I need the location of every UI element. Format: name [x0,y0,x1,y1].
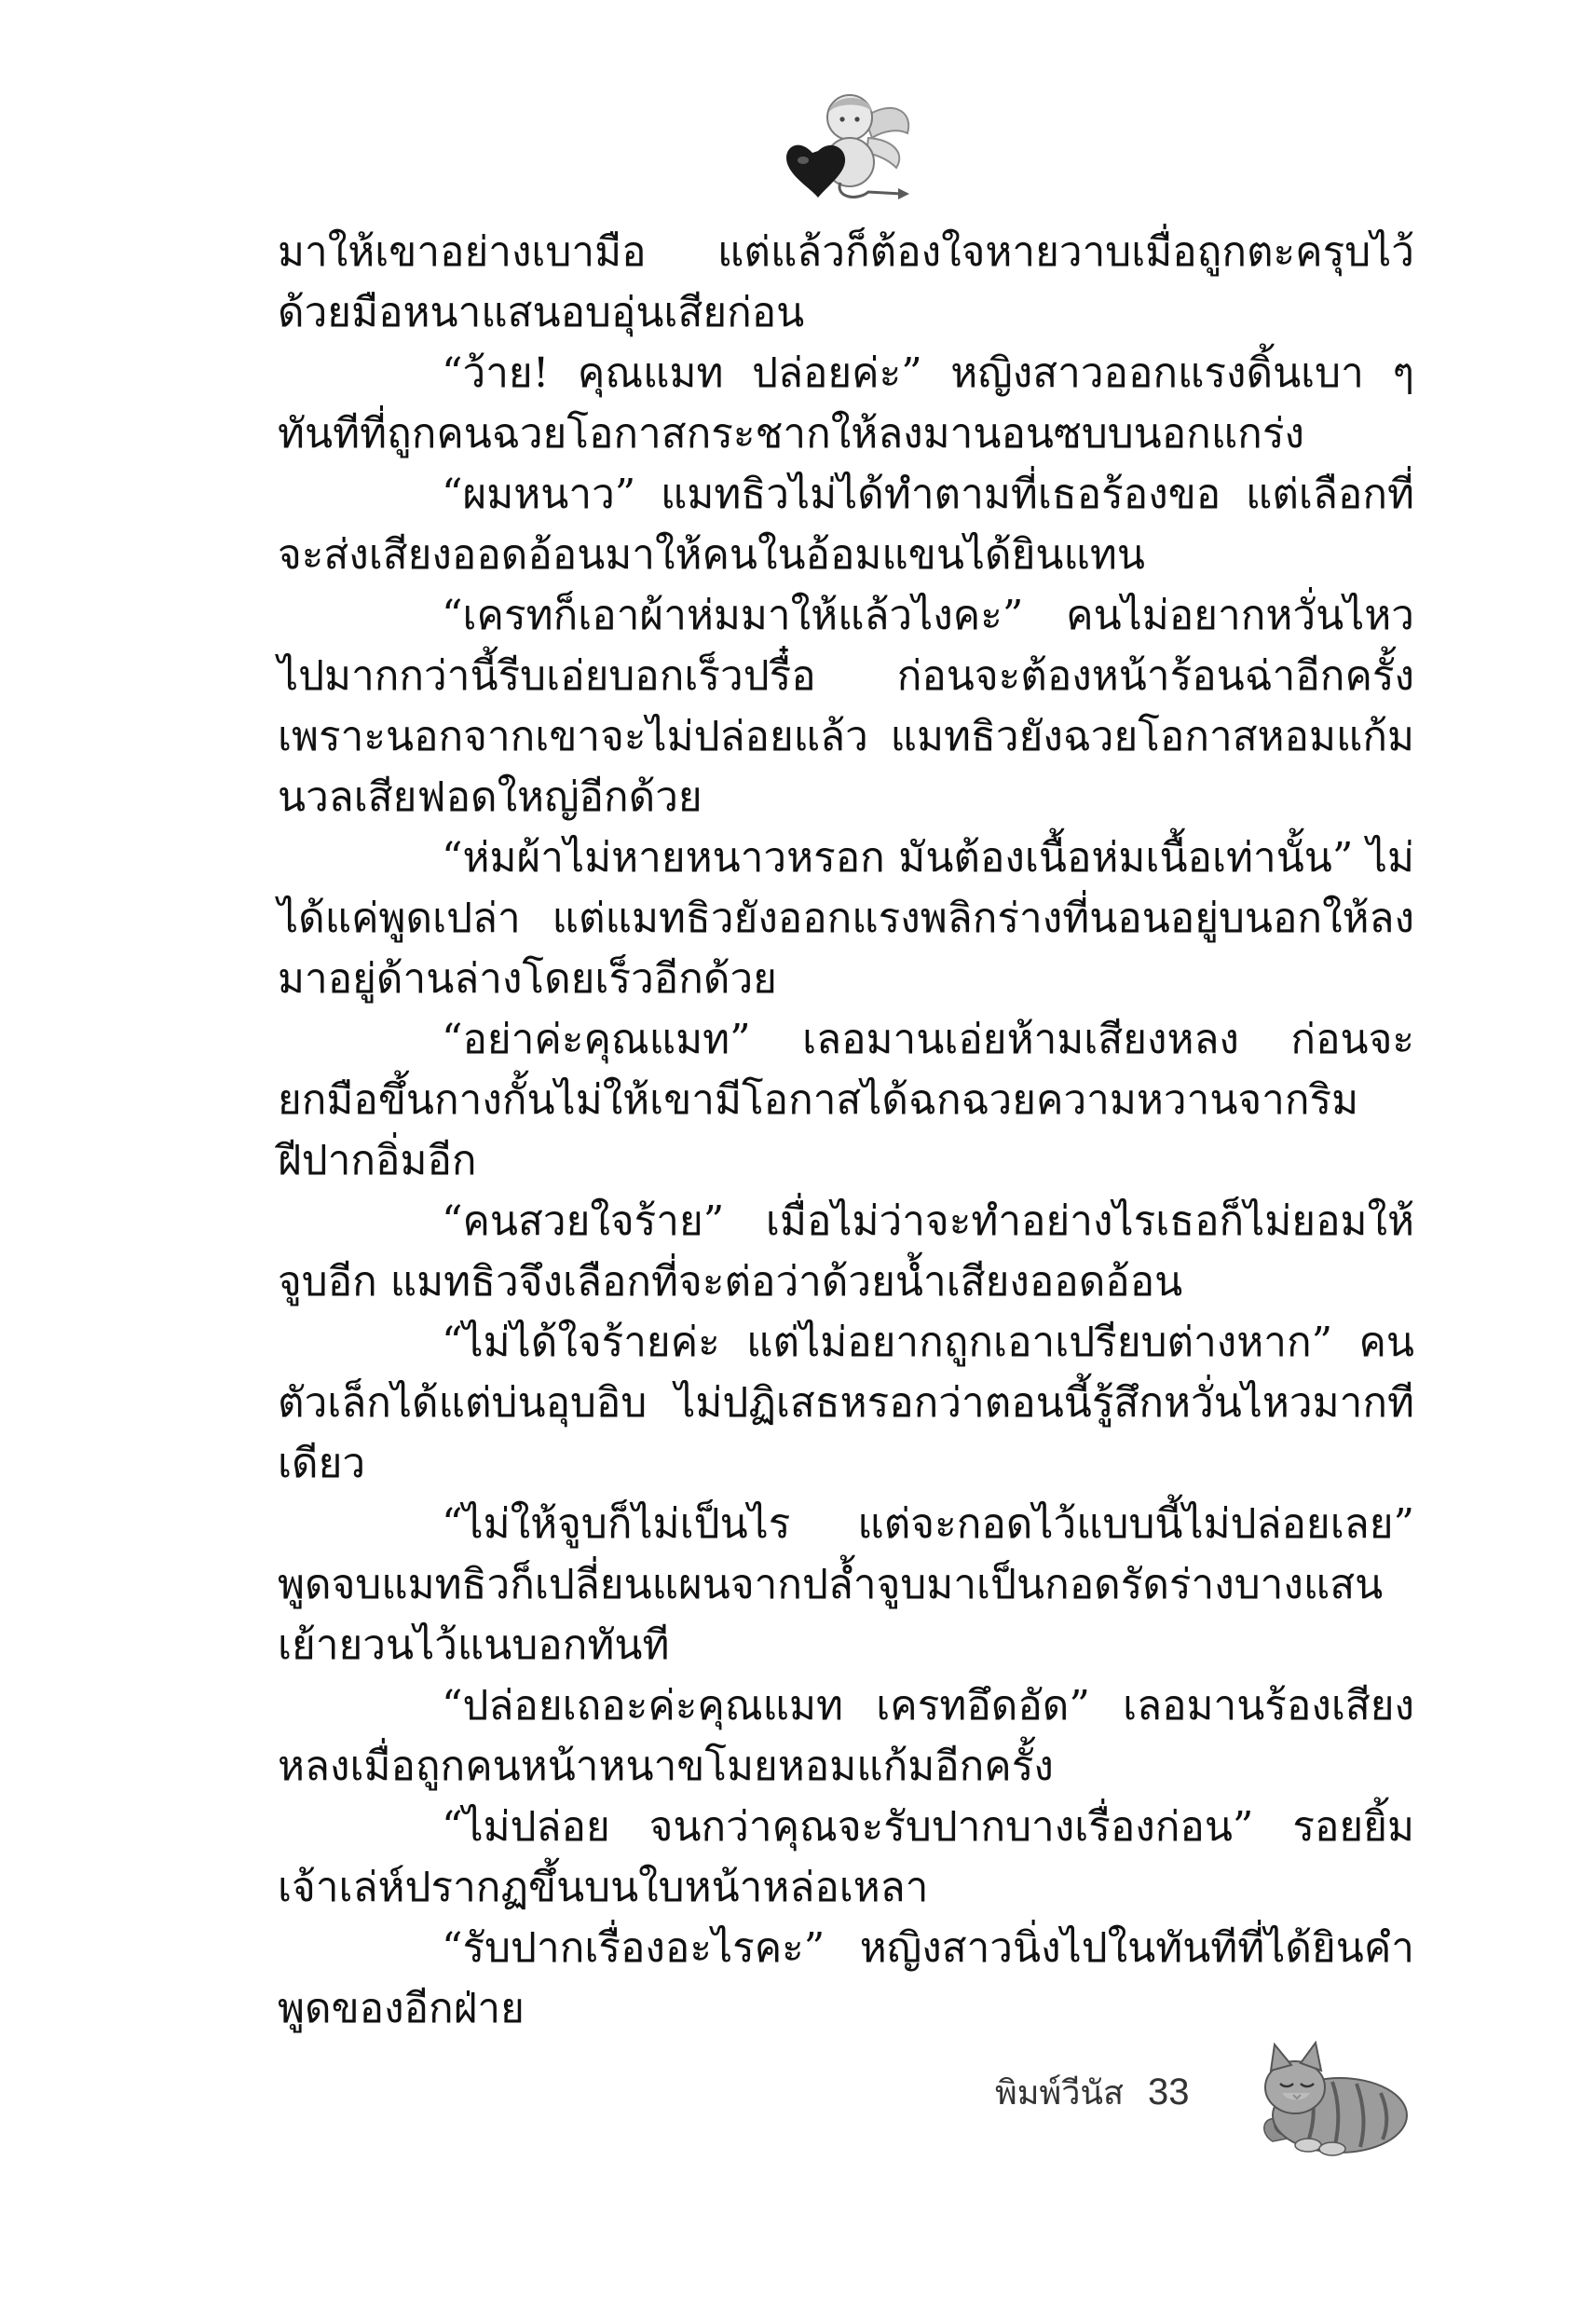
paragraph: มาให้เขาอย่างเบามือ แต่แล้วก็ต้องใจหายวาบเมื่อถูกตะครุบไว้ด้วยมือหนาแสนอบอุ่นเสียก่อน [278,228,1414,336]
paragraph: “เครทก็เอาผ้าห่มมาให้แล้วไงคะ” คนไม่อยากหวั่นไหวไปมากกว่านี้รีบเอ่ยบอกเร็วปรื๋อ ก่อนจะต้องหน้าร้อนฉ่าอีกครั้งเพราะนอกจากเขาจะไม่ปล่อยแล้ว แมทธิวยังฉวยโอกาสหอมแก้มนวลเสียฟอดใหญ่อีกด้วย [278,592,1414,821]
paragraph: “ผมหนาว” แมทธิวไม่ได้ทำตามที่เธอร้องขอ แต่เลือกที่จะส่งเสียงออดอ้อนมาให้คนในอ้อมแขนได้ยินแทน [278,471,1414,579]
paragraph: “ว้าย! คุณแมท ปล่อยค่ะ” หญิงสาวออกแรงดิ้นเบา ๆ ทันทีที่ถูกคนฉวยโอกาสกระชากให้ลงมานอนซบบนอกแกร่ง [278,349,1414,458]
paragraph: “ไม่ปล่อย จนกว่าคุณจะรับปากบางเรื่องก่อน” รอยยิ้มเจ้าเล่ห์ปรากฏขึ้นบนใบหน้าหล่อเหลา [278,1803,1414,1911]
paragraph: “ไม่ให้จูบก็ไม่เป็นไร แต่จะกอดไว้แบบนี้ไม่ปล่อยเลย” พูดจบแมทธิวก็เปลี่ยนแผนจากปล้ำจูบมาเป็นกอดรัดร่างบางแสนเย้ายวนไว้แนบอกทันที [278,1500,1414,1669]
paragraph: “คนสวยใจร้าย” เมื่อไม่ว่าจะทำอย่างไรเธอก็ไม่ยอมให้จูบอีก แมทธิวจึงเลือกที่จะต่อว่าด้วยน้ำเสียงออดอ้อน [278,1197,1414,1306]
paragraph: “ปล่อยเถอะค่ะคุณแมท เครทอึดอัด” เลอมานร้องเสียงหลงเมื่อถูกคนหน้าหนาขโมยหอมแก้มอีกครั้ง [278,1682,1414,1790]
paragraph: “อย่าค่ะคุณแมท” เลอมานเอ่ยห้ามเสียงหลง ก่อนจะยกมือขึ้นกางกั้นไม่ให้เขามีโอกาสได้ฉกฉวยความหวานจากริมฝีปากอิ่มอีก [278,1016,1414,1184]
sleeping-cat-icon [1254,2022,1412,2162]
page-footer [995,2059,1190,2125]
cupid-with-heart-icon [779,82,919,203]
paragraph: “รับปากเรื่องอะไรคะ” หญิงสาวนิ่งไปในทันทีที่ได้ยินคำพูดของอีกฝ่าย [278,1924,1414,2032]
paragraph: “ห่มผ้าไม่หายหนาวหรอก มันต้องเนื้อห่มเนื้อเท่านั้น” ไม่ได้แค่พูดเปล่า แต่แมทธิวยังออกแรงพลิกร่างที่นอนอยู่บนอกให้ลงมาอยู่ด้านล่างโดยเร็วอีกด้วย [278,834,1414,1003]
book-title: พิมพ์วีนัส [995,2073,1124,2113]
story-text [278,222,1414,2039]
paragraph: “ไม่ได้ใจร้ายค่ะ แต่ไม่อยากถูกเอาเปรียบต่างหาก” คนตัวเล็กได้แต่บ่นอุบอิบ ไม่ปฏิเสธหรอกว่าตอนนี้รู้สึกหวั่นไหวมากทีเดียว [278,1319,1414,1487]
page-number: 33 [1148,2071,1190,2113]
